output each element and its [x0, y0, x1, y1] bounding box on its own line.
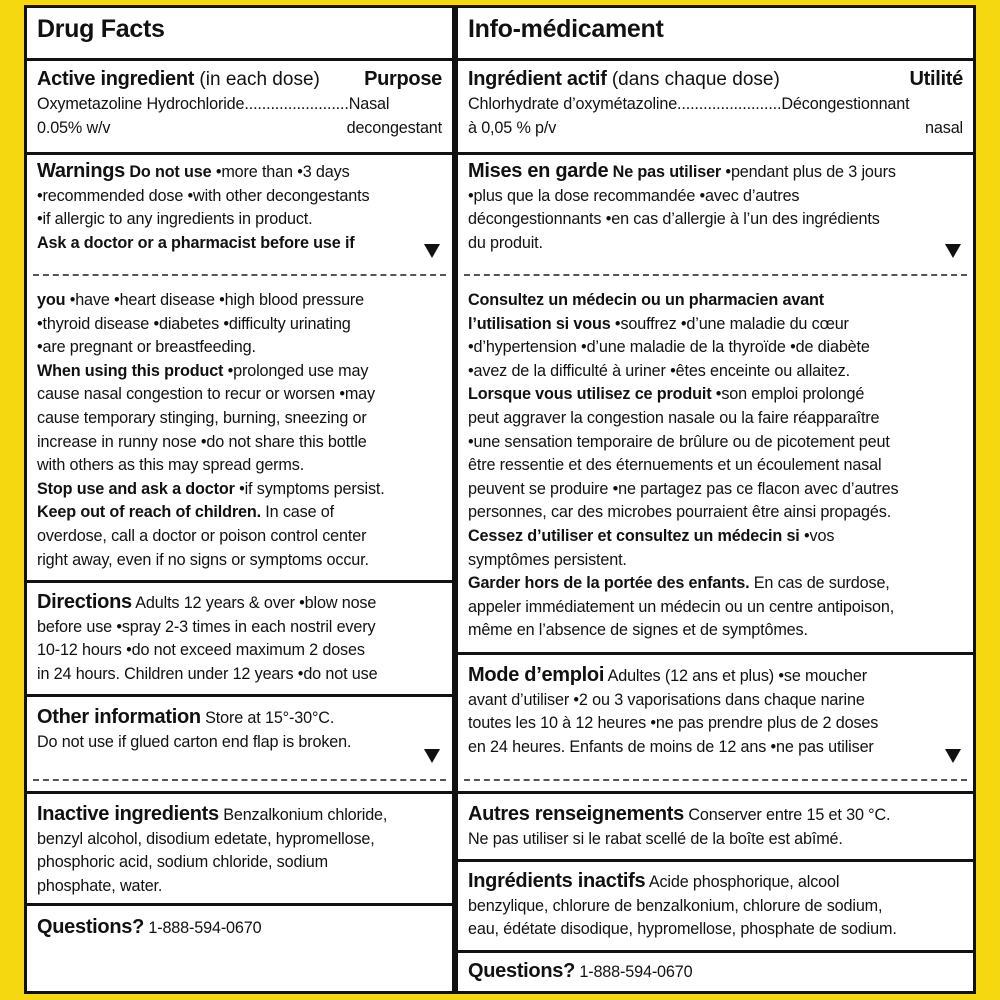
active-heading-sub: (in each dose) [194, 69, 320, 90]
questions-heading: Questions? [37, 916, 145, 938]
phone-number: 1-888-594-0670 [144, 919, 262, 937]
bold-label: Stop use and ask a doctor [37, 479, 240, 498]
warnings-section [27, 160, 452, 255]
other-information-section [458, 803, 973, 851]
text-line: phosphoric acid, sodium chloride, sodium [37, 853, 328, 872]
phone-number: 1-888-594-0670 [575, 963, 693, 981]
text-line: •avez de la difficulté à uriner •êtes enceinte ou allaitez. [468, 361, 850, 380]
text-line: •d’hypertension •d’une maladie de la thyroïde •de diabète [468, 338, 870, 357]
bold-label: Cessez d’utiliser et consultez un médecin si [468, 526, 804, 545]
divider [458, 859, 973, 862]
active-line1: Oxymetazoline Hydrochloride........................Nasal [37, 95, 390, 113]
text-line: benzylique, chlorure de benzalkonium, chlorure de sodium, [468, 896, 883, 915]
text-line: Adultes (12 ans et plus) •se moucher [604, 667, 867, 685]
divider [27, 694, 452, 697]
text-line: phosphate, water. [37, 876, 163, 895]
warnings-line: •more than •3 days [215, 163, 350, 181]
panel-title: Drug Facts [37, 15, 165, 43]
ask-doctor-line: Ask a doctor or a pharmacist before use if [37, 233, 355, 252]
triangle-down-icon [945, 749, 961, 763]
active-heading: Ingrédient actif [468, 68, 607, 90]
text-line: In case of [260, 503, 334, 522]
text-line: même en l’absence de signes et de symptômes. [468, 621, 808, 640]
text-line: appeler immédiatement un médecin ou un centre antipoison, [468, 597, 895, 616]
panel-title: Info-médicament [468, 15, 664, 43]
text-line: increase in runny nose •do not share this bottle [37, 432, 367, 451]
dashed-divider [33, 779, 446, 781]
questions-section [458, 960, 973, 985]
french-panel [455, 5, 976, 994]
questions-heading: Questions? [468, 960, 576, 982]
text-line: personnes, car des microbes pourraient être ainsi propagés. [468, 503, 892, 522]
text-line: toutes les 10 à 12 heures •ne pas prendre plus de 2 doses [468, 714, 879, 733]
triangle-down-icon [424, 749, 440, 763]
bold-label: When using this product [37, 361, 228, 380]
text-line: Benzalkonium chloride, [218, 806, 388, 824]
warnings-heading: Warnings [37, 160, 125, 182]
text-line: avant d’utiliser •2 ou 3 vaporisations dans chaque narine [468, 690, 865, 709]
triangle-down-icon [945, 244, 961, 258]
text-line: Ne pas utiliser si le rabat scellé de la boîte est abîmé. [468, 829, 843, 848]
text-line: overdose, call a doctor or poison control center [37, 526, 367, 545]
text-line: •son emploi prolongé [715, 385, 865, 404]
active-strength: 0.05% w/v [37, 118, 111, 137]
text-line: •have •heart disease •high blood pressure [69, 291, 365, 309]
directions-heading: Mode d’emploi [468, 664, 605, 686]
warnings-line: •if allergic to any ingredients in product. [37, 210, 313, 229]
divider [458, 791, 973, 794]
text-line: Adults 12 years & over •blow nose [131, 594, 377, 612]
warnings-line: •recommended dose •with other decongestants [37, 186, 370, 205]
bold-label: Lorsque vous utilisez ce produit [468, 385, 716, 404]
text-line: Conserver entre 15 et 30 °C. [684, 806, 891, 824]
dashed-divider [464, 779, 967, 781]
text-line: •are pregnant or breastfeeding. [37, 338, 256, 357]
divider [458, 152, 973, 155]
text-line: 10-12 hours •do not exceed maximum 2 doses [37, 641, 365, 660]
title-section [458, 14, 973, 44]
text-line: Acide phosphorique, alcool [645, 873, 840, 891]
text-line: eau, édétate disodique, hypromellose, phosphate de sodium. [468, 920, 897, 939]
text-line: before use •spray 2-3 times in each nostril every [37, 617, 376, 636]
text-line: Store at 15°-30°C. [200, 709, 335, 727]
active-line1: Chlorhydrate d’oxymétazoline........................Décongestionnant [468, 95, 910, 113]
other-heading: Autres renseignements [468, 803, 684, 825]
text-line: •prolonged use may [227, 361, 369, 380]
directions-section [27, 591, 452, 686]
purpose-heading: Utilité [909, 68, 963, 90]
active-ingredient-section [458, 66, 973, 140]
active-heading-sub: (dans chaque dose) [606, 69, 780, 90]
text-line: •vos [804, 526, 835, 545]
text-line: en 24 heures. Enfants de moins de 12 ans •ne pas utiliser [468, 737, 874, 756]
bold-label: Consultez un médecin ou un pharmacien avant [468, 291, 825, 309]
active-strength: à 0,05 % p/v [468, 118, 557, 137]
text-line: cause temporary stinging, burning, sneezing or [37, 408, 367, 427]
inactive-ingredients-section [458, 870, 973, 942]
bold-label: Garder hors de la portée des enfants. [468, 574, 750, 593]
text-line: with others as this may spread germs. [37, 456, 305, 475]
bold-label: l’utilisation si vous [468, 314, 615, 333]
warnings-line: du produit. [468, 233, 543, 252]
title-section [27, 14, 452, 44]
other-information-section [27, 706, 452, 754]
active-purpose: nasal [925, 118, 963, 137]
text-line: benzyl alcohol, disodium edetate, hypromellose, [37, 829, 375, 848]
purpose-heading: Purpose [364, 68, 442, 90]
bold-label: you [37, 291, 70, 309]
text-line: Do not use if glued carton end flap is broken. [37, 732, 352, 751]
divider [27, 903, 452, 906]
divider [27, 152, 452, 155]
divider [27, 58, 452, 61]
dashed-divider [464, 274, 967, 276]
directions-heading: Directions [37, 591, 132, 613]
warnings-section [458, 160, 973, 255]
other-heading: Other information [37, 706, 201, 728]
do-not-use-label: Do not use [124, 163, 216, 181]
text-line: •une sensation temporaire de brûlure ou de picotement peut [468, 432, 890, 451]
divider [458, 950, 973, 953]
triangle-down-icon [424, 244, 440, 258]
warnings-line: •pendant plus de 3 jours [725, 163, 896, 181]
text-line: cause nasal congestion to recur or worsen •may [37, 385, 375, 404]
text-line: right away, even if no signs or symptoms occur. [37, 550, 369, 569]
active-purpose: decongestant [346, 118, 442, 137]
directions-section [458, 664, 973, 759]
warnings-continued-section [458, 289, 973, 643]
questions-section [27, 916, 452, 941]
warnings-continued-section [27, 289, 452, 572]
divider [27, 580, 452, 583]
text-line: symptômes persistent. [468, 550, 627, 569]
inactive-ingredients-section [27, 803, 452, 898]
text-line: peuvent se produire •ne partagez pas ce flacon avec d’autres [468, 479, 899, 498]
text-line: •if symptoms persist. [239, 479, 385, 498]
bold-label: Keep out of reach of children. [37, 503, 261, 522]
active-ingredient-section [27, 66, 452, 140]
english-panel [24, 5, 455, 994]
warnings-line: •plus que la dose recommandée •avec d’autres [468, 186, 800, 205]
text-line: En cas de surdose, [749, 574, 890, 593]
do-not-use-label: Ne pas utiliser [608, 163, 726, 181]
text-line: peut aggraver la congestion nasale ou la faire réapparaître [468, 408, 880, 427]
warnings-heading: Mises en garde [468, 160, 609, 182]
warnings-line: décongestionnants •en cas d’allergie à l’un des ingrédients [468, 210, 880, 229]
inactive-heading: Ingrédients inactifs [468, 870, 646, 892]
active-heading: Active ingredient [37, 68, 195, 90]
text-line: être ressentie et des éternuements et un écoulement nasal [468, 456, 882, 475]
inactive-heading: Inactive ingredients [37, 803, 219, 825]
divider [458, 58, 973, 61]
text-line: in 24 hours. Children under 12 years •do not use [37, 664, 378, 683]
divider [458, 652, 973, 655]
text-line: •souffrez •d’une maladie du cœur [614, 314, 849, 333]
dashed-divider [33, 274, 446, 276]
text-line: •thyroid disease •diabetes •difficulty urinating [37, 314, 351, 333]
divider [27, 791, 452, 794]
